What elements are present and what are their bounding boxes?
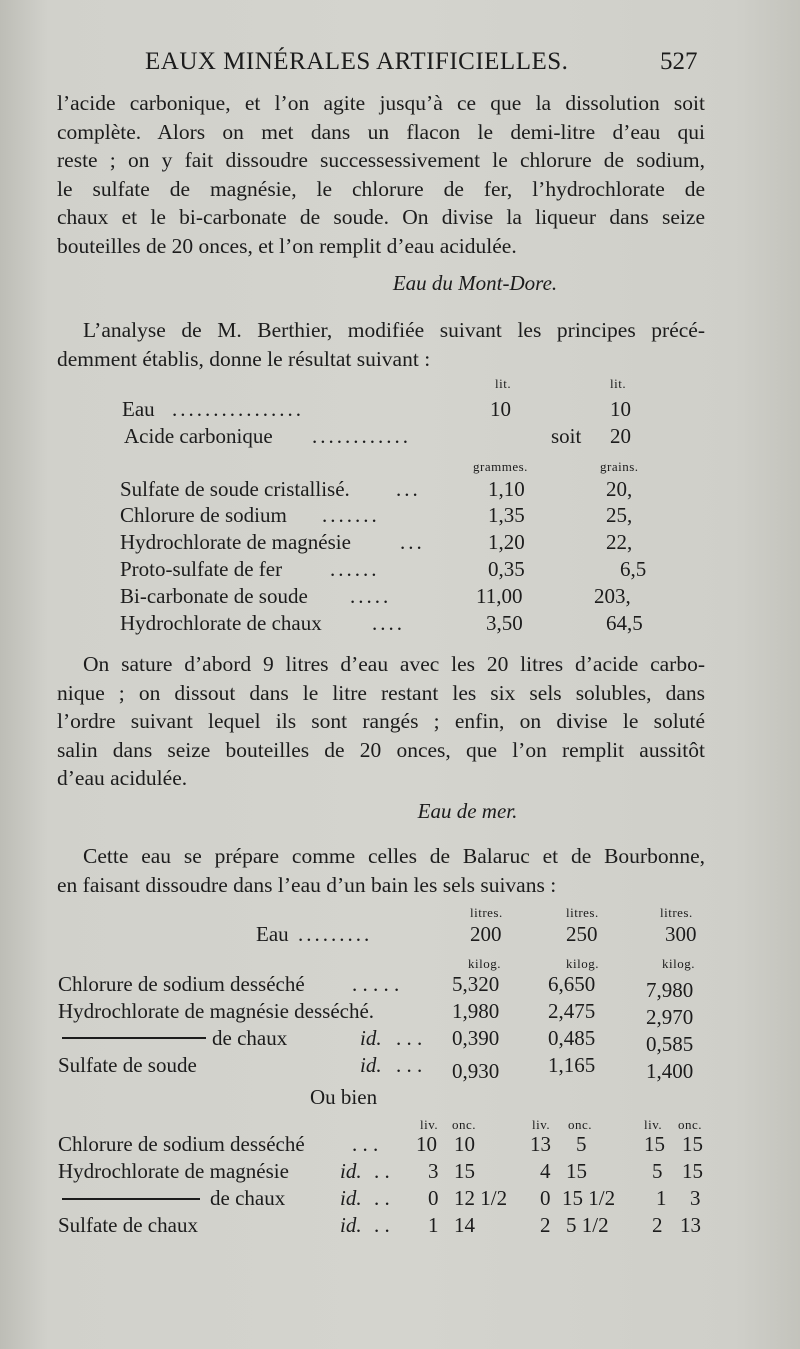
leader-dots: ... (400, 530, 425, 554)
unit-header: lit. (610, 376, 627, 391)
unit-header: kilog. (662, 956, 695, 971)
row-label: Hydrochlorate de magnésie (120, 530, 351, 554)
value-livres: 2 (652, 1213, 663, 1237)
text-line: complète. Alors on met dans un flacon le demi-litre d’eau qui (57, 119, 705, 144)
value: 10 (490, 397, 511, 421)
section-heading-mont-dore: Eau du Mont-Dore. (392, 271, 558, 295)
value: 250 (566, 922, 598, 946)
value-livres: 0 (540, 1186, 551, 1210)
value-onces: 3 (690, 1186, 701, 1210)
row-label: Hydrochlorate de magnésie (58, 1159, 289, 1183)
value: 6,650 (548, 972, 596, 996)
row-label: Chlorure de sodium desséché (58, 1132, 305, 1156)
ou-bien-label: Ou bien (310, 1085, 378, 1109)
value-onces: 15 (682, 1132, 703, 1156)
section-heading-eau-de-mer: Eau de mer. (417, 799, 518, 823)
leader-dots: ....... (322, 503, 380, 527)
idem-mark: id. (340, 1213, 362, 1237)
value: 1,10 (488, 477, 525, 501)
unit-header: liv. (532, 1117, 551, 1132)
value: 300 (665, 922, 697, 946)
text-line: chaux et le bi-carbonate de soude. On divise la liqueur dans seize (57, 205, 705, 229)
value-onces: 15 (566, 1159, 587, 1183)
ditto-rule (62, 1037, 206, 1039)
value: 22, (606, 530, 633, 554)
leader-dots: ... (396, 477, 421, 501)
running-header (0, 48, 800, 82)
leader-dots: . . (374, 1213, 390, 1237)
value: 0,35 (488, 557, 525, 581)
soit-word: soit (551, 424, 582, 448)
ditto-rule (62, 1198, 200, 1200)
row-label: Proto-sulfate de fer (120, 557, 283, 581)
text-line: On sature d’abord 9 litres d’eau avec les 20 litres d’acide carbo- (83, 652, 705, 676)
value: 203, (594, 584, 631, 608)
leader-dots: .... (372, 611, 405, 635)
text-line: en faisant dissoudre dans l’eau d’un bain les sels suivans : (57, 872, 557, 897)
value-livres: 3 (428, 1159, 439, 1183)
text-line: L’analyse de M. Berthier, modifiée suivant les principes précé- (83, 318, 705, 342)
value-livres: 2 (540, 1213, 551, 1237)
unit-header: grammes. (473, 459, 528, 474)
value: 2,970 (646, 1005, 694, 1029)
leader-dots: ...... (330, 557, 380, 581)
idem-mark: id. (340, 1186, 362, 1210)
row-label: Chlorure de sodium desséché (58, 972, 305, 996)
unit-header: lit. (495, 376, 512, 391)
leader-dots: . . (374, 1159, 390, 1183)
value-onces: 12 1/2 (454, 1186, 508, 1210)
row-label: Bi-carbonate de soude (120, 584, 308, 608)
row-label: Acide carbonique (124, 424, 273, 448)
unit-header: liv. (644, 1117, 663, 1132)
value: 200 (470, 922, 502, 946)
value: 11,00 (476, 584, 523, 608)
row-label: de chaux (210, 1186, 286, 1210)
row-label: Eau (256, 922, 289, 946)
value-onces: 10 (454, 1132, 475, 1156)
value: 0,485 (548, 1026, 596, 1050)
value-onces: 5 (576, 1132, 587, 1156)
unit-header: onc. (678, 1117, 703, 1132)
row-label: Sulfate de soude (58, 1053, 197, 1077)
idem-mark: id. (360, 1053, 382, 1077)
value: 3,50 (486, 611, 523, 635)
unit-header: kilog. (468, 956, 501, 971)
mont-dore-closing (57, 650, 705, 793)
unit-header: onc. (568, 1117, 593, 1132)
row-label: Hydrochlorate de chaux (120, 611, 322, 635)
value: 1,980 (452, 999, 500, 1023)
value: 1,400 (646, 1059, 694, 1083)
text-line: nique ; on dissout dans le litre restant les six sels solubles, dans (57, 680, 705, 705)
text-line: d’eau acidulée. (57, 766, 188, 790)
text-line: demment établis, donne le résultat suivant : (57, 346, 431, 371)
eau-de-mer-intro (57, 842, 705, 899)
value: 0,585 (646, 1032, 694, 1056)
text-line: l’acide carbonique, et l’on agite jusqu’à ce que la dissolution soit (57, 91, 705, 115)
value-livres: 1 (656, 1186, 667, 1210)
value: 6,5 (620, 557, 647, 581)
text-line: bouteilles de 20 onces, et l’on remplit d’eau acidulée. (57, 233, 517, 258)
running-title: EAUX MINÉRALES ARTIFICIELLES. (145, 48, 569, 75)
unit-header: liv. (420, 1117, 439, 1132)
leader-dots: ................ (172, 397, 304, 421)
leader-dots: . . . (396, 1026, 423, 1050)
leader-dots: . . . . . (352, 972, 400, 996)
text-line: le sulfate de magnésie, le chlorure de fer, l’hydrochlorate de (57, 176, 705, 201)
value-onces: 13 (680, 1213, 701, 1237)
leader-dots: . . . (396, 1053, 423, 1077)
idem-mark: id. (360, 1026, 382, 1050)
leader-dots: ............ (312, 424, 411, 448)
value-livres: 4 (540, 1159, 551, 1183)
value: 20, (606, 477, 633, 501)
value-livres: 13 (530, 1132, 551, 1156)
leader-dots: . . (374, 1186, 390, 1210)
value-onces: 15 (682, 1159, 703, 1183)
mont-dore-intro (57, 316, 705, 373)
unit-header: litres. (470, 905, 503, 920)
unit-header: grains. (600, 459, 639, 474)
unit-header: kilog. (566, 956, 599, 971)
value-livres: 1 (428, 1213, 439, 1237)
value-onces: 15 1/2 (562, 1186, 616, 1210)
text-line: Cette eau se prépare comme celles de Balaruc et de Bourbonne, (83, 844, 705, 868)
row-label: de chaux (212, 1026, 288, 1050)
page-number: 527 (660, 48, 698, 75)
unit-header: onc. (452, 1117, 477, 1132)
value: 10 (610, 397, 631, 421)
text-line: l’ordre suivant lequel ils sont rangés ; enfin, on divise le soluté (57, 709, 705, 733)
value-livres: 15 (644, 1132, 665, 1156)
value: 2,475 (548, 999, 596, 1023)
value-livres: 0 (428, 1186, 439, 1210)
value: 1,35 (488, 503, 525, 527)
unit-header: litres. (566, 905, 599, 920)
value: 5,320 (452, 972, 500, 996)
intro-paragraph (57, 89, 705, 260)
leader-dots: . . . (352, 1132, 379, 1156)
leader-dots: ......... (298, 922, 373, 946)
value-onces: 14 (454, 1213, 475, 1237)
value: 0,930 (452, 1059, 500, 1083)
unit-header: litres. (660, 905, 693, 920)
idem-mark: id. (340, 1159, 362, 1183)
text-line: reste ; on y fait dissoudre successessivement le chlorure de sodium, (57, 148, 705, 172)
value-onces: 15 (454, 1159, 475, 1183)
row-label: Hydrochlorate de magnésie desséché. (58, 999, 375, 1023)
value: 64,5 (606, 611, 643, 635)
value: 1,165 (548, 1053, 596, 1077)
text-line: salin dans seize bouteilles de 20 onces, que l’on remplit aussitôt (57, 737, 705, 762)
value: 0,390 (452, 1026, 500, 1050)
row-label: Sulfate de soude cristallisé. (120, 477, 350, 501)
row-label: Sulfate de chaux (58, 1213, 198, 1237)
value-livres: 5 (652, 1159, 663, 1183)
value: 20 (610, 424, 631, 448)
leader-dots: ..... (350, 584, 392, 608)
value-livres: 10 (416, 1132, 437, 1156)
row-label: Eau (122, 397, 155, 421)
value: 7,980 (646, 978, 694, 1002)
row-label: Chlorure de sodium (120, 503, 287, 527)
value: 25, (606, 503, 633, 527)
value-onces: 5 1/2 (566, 1213, 609, 1237)
value: 1,20 (488, 530, 525, 554)
